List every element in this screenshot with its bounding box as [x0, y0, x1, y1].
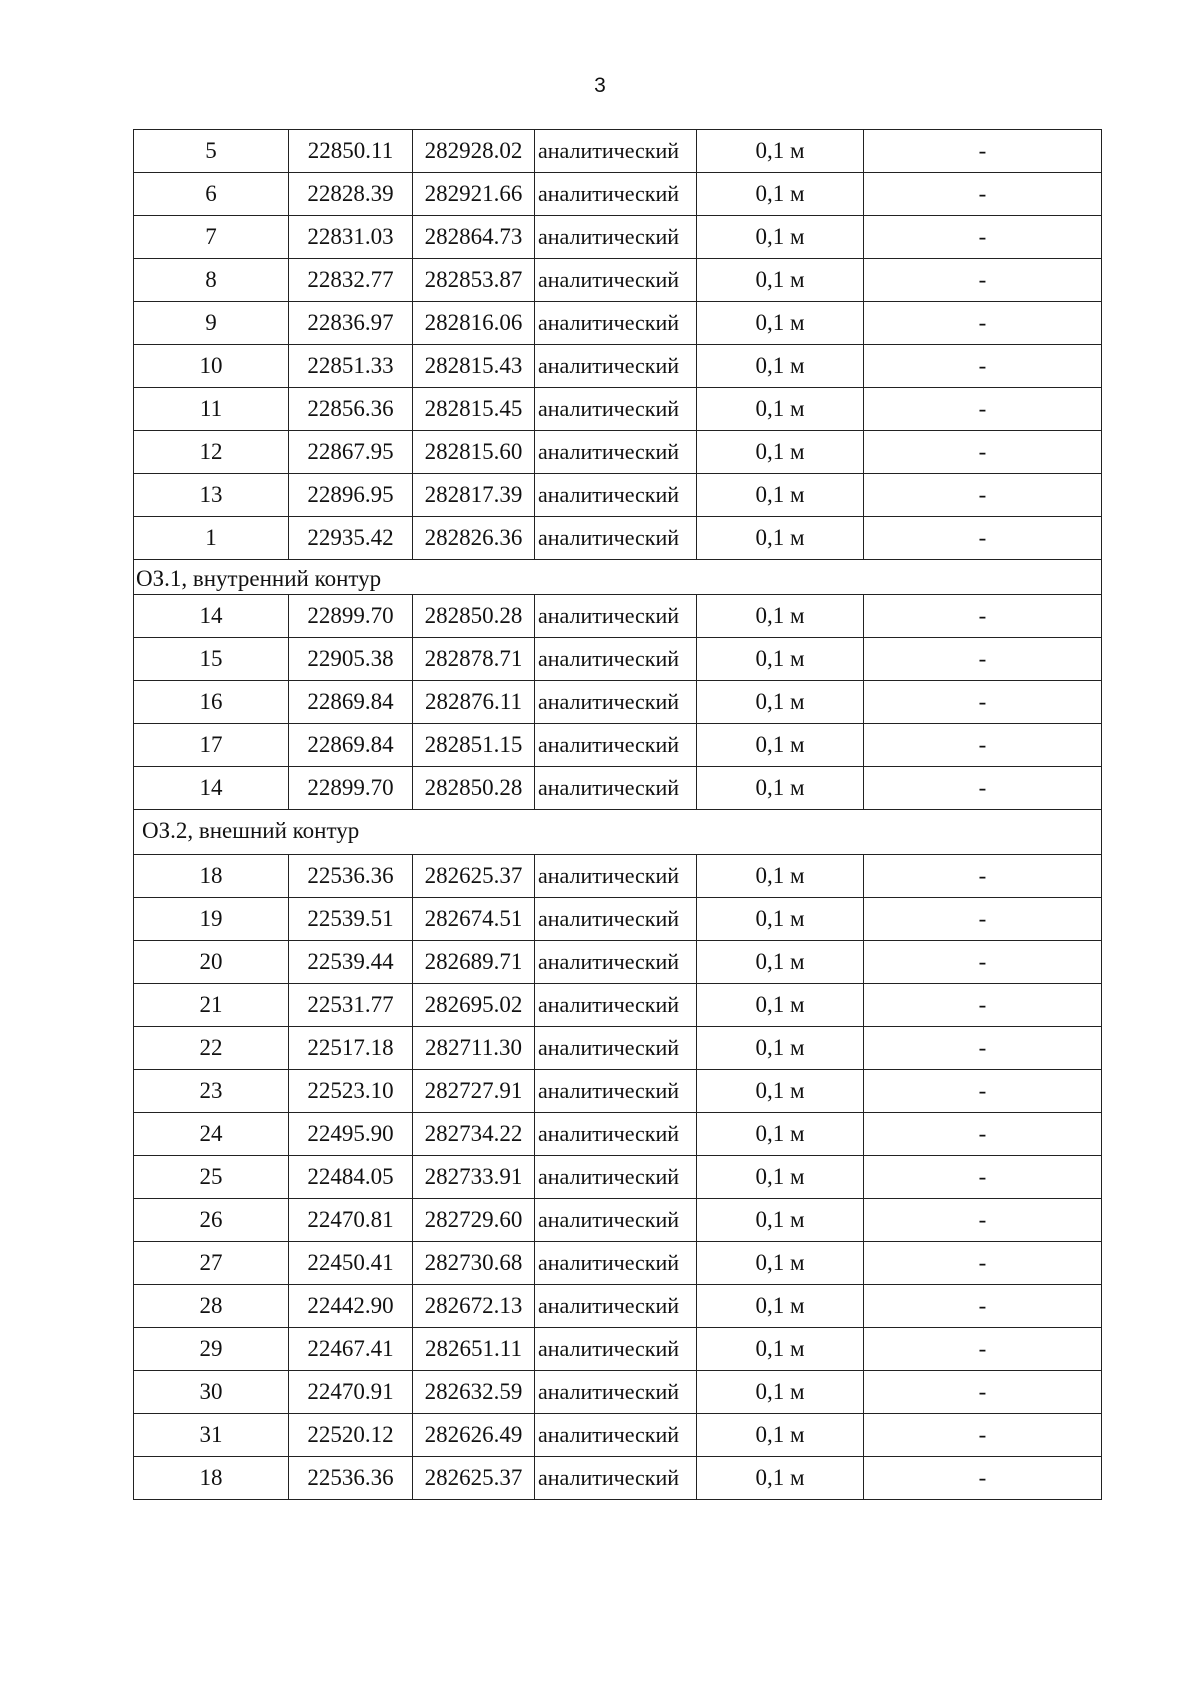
- table-row: [134, 681, 1102, 724]
- y-coordinate-cell: 282826.36: [413, 517, 535, 560]
- x-coordinate-cell: 22899.70: [289, 595, 413, 638]
- method-cell: аналитический: [535, 1156, 697, 1199]
- point-number-cell: 1: [134, 517, 289, 560]
- table-row: [134, 1113, 1102, 1156]
- y-coordinate-cell: 282815.43: [413, 345, 535, 388]
- method-cell: аналитический: [535, 1027, 697, 1070]
- x-coordinate-cell: 22536.36: [289, 855, 413, 898]
- point-number-cell: 29: [134, 1328, 289, 1371]
- method-cell: аналитический: [535, 681, 697, 724]
- x-coordinate-cell: 22867.95: [289, 431, 413, 474]
- point-number-cell: 8: [134, 259, 289, 302]
- method-cell: аналитический: [535, 984, 697, 1027]
- method-cell: аналитический: [535, 130, 697, 173]
- note-cell: -: [864, 130, 1102, 173]
- table-row: [134, 345, 1102, 388]
- accuracy-cell: 0,1 м: [697, 1457, 864, 1500]
- x-coordinate-cell: 22850.11: [289, 130, 413, 173]
- note-cell: -: [864, 681, 1102, 724]
- table-row: [134, 173, 1102, 216]
- note-cell: -: [864, 302, 1102, 345]
- x-coordinate-cell: 22470.81: [289, 1199, 413, 1242]
- x-coordinate-cell: 22869.84: [289, 681, 413, 724]
- table-row: [134, 216, 1102, 259]
- note-cell: -: [864, 767, 1102, 810]
- point-number-cell: 18: [134, 1457, 289, 1500]
- note-cell: -: [864, 1285, 1102, 1328]
- method-cell: аналитический: [535, 517, 697, 560]
- note-cell: -: [864, 1113, 1102, 1156]
- method-cell: аналитический: [535, 1285, 697, 1328]
- accuracy-cell: 0,1 м: [697, 1242, 864, 1285]
- method-cell: аналитический: [535, 898, 697, 941]
- y-coordinate-cell: 282626.49: [413, 1414, 535, 1457]
- accuracy-cell: 0,1 м: [697, 1156, 864, 1199]
- note-cell: -: [864, 1414, 1102, 1457]
- x-coordinate-cell: 22899.70: [289, 767, 413, 810]
- x-coordinate-cell: 22517.18: [289, 1027, 413, 1070]
- accuracy-cell: 0,1 м: [697, 1285, 864, 1328]
- y-coordinate-cell: 282674.51: [413, 898, 535, 941]
- y-coordinate-cell: 282878.71: [413, 638, 535, 681]
- table-row: [134, 1027, 1102, 1070]
- method-cell: аналитический: [535, 1199, 697, 1242]
- accuracy-cell: 0,1 м: [697, 130, 864, 173]
- note-cell: -: [864, 724, 1102, 767]
- point-number-cell: 6: [134, 173, 289, 216]
- point-number-cell: 23: [134, 1070, 289, 1113]
- coordinates-table: [133, 129, 1102, 1500]
- note-cell: -: [864, 1027, 1102, 1070]
- table-row: [134, 638, 1102, 681]
- x-coordinate-cell: 22856.36: [289, 388, 413, 431]
- point-number-cell: 11: [134, 388, 289, 431]
- accuracy-cell: 0,1 м: [697, 517, 864, 560]
- table-row: [134, 1457, 1102, 1500]
- y-coordinate-cell: 282689.71: [413, 941, 535, 984]
- y-coordinate-cell: 282729.60: [413, 1199, 535, 1242]
- point-number-cell: 12: [134, 431, 289, 474]
- x-coordinate-cell: 22484.05: [289, 1156, 413, 1199]
- y-coordinate-cell: 282928.02: [413, 130, 535, 173]
- point-number-cell: 30: [134, 1371, 289, 1414]
- table-row: [134, 941, 1102, 984]
- note-cell: -: [864, 517, 1102, 560]
- accuracy-cell: 0,1 м: [697, 984, 864, 1027]
- coordinates-table-body: [134, 130, 1102, 1500]
- table-row: [134, 595, 1102, 638]
- accuracy-cell: 0,1 м: [697, 1070, 864, 1113]
- note-cell: -: [864, 941, 1102, 984]
- point-number-cell: 31: [134, 1414, 289, 1457]
- table-row: [134, 259, 1102, 302]
- section-header-row: [134, 560, 1102, 595]
- x-coordinate-cell: 22450.41: [289, 1242, 413, 1285]
- table-row: [134, 1070, 1102, 1113]
- y-coordinate-cell: 282625.37: [413, 1457, 535, 1500]
- x-coordinate-cell: 22935.42: [289, 517, 413, 560]
- method-cell: аналитический: [535, 1414, 697, 1457]
- accuracy-cell: 0,1 м: [697, 1328, 864, 1371]
- method-cell: аналитический: [535, 474, 697, 517]
- table-row: [134, 1414, 1102, 1457]
- point-number-cell: 5: [134, 130, 289, 173]
- note-cell: -: [864, 1328, 1102, 1371]
- accuracy-cell: 0,1 м: [697, 345, 864, 388]
- method-cell: аналитический: [535, 431, 697, 474]
- table-row: [134, 898, 1102, 941]
- table-row: [134, 984, 1102, 1027]
- accuracy-cell: 0,1 м: [697, 474, 864, 517]
- note-cell: -: [864, 1242, 1102, 1285]
- method-cell: аналитический: [535, 724, 697, 767]
- note-cell: -: [864, 898, 1102, 941]
- accuracy-cell: 0,1 м: [697, 681, 864, 724]
- method-cell: аналитический: [535, 767, 697, 810]
- method-cell: аналитический: [535, 941, 697, 984]
- point-number-cell: 19: [134, 898, 289, 941]
- y-coordinate-cell: 282651.11: [413, 1328, 535, 1371]
- point-number-cell: 13: [134, 474, 289, 517]
- y-coordinate-cell: 282815.60: [413, 431, 535, 474]
- table-row: [134, 388, 1102, 431]
- y-coordinate-cell: 282921.66: [413, 173, 535, 216]
- point-number-cell: 16: [134, 681, 289, 724]
- accuracy-cell: 0,1 м: [697, 1414, 864, 1457]
- x-coordinate-cell: 22495.90: [289, 1113, 413, 1156]
- x-coordinate-cell: 22832.77: [289, 259, 413, 302]
- x-coordinate-cell: 22905.38: [289, 638, 413, 681]
- y-coordinate-cell: 282816.06: [413, 302, 535, 345]
- y-coordinate-cell: 282876.11: [413, 681, 535, 724]
- method-cell: аналитический: [535, 259, 697, 302]
- point-number-cell: 28: [134, 1285, 289, 1328]
- y-coordinate-cell: 282850.28: [413, 767, 535, 810]
- note-cell: -: [864, 345, 1102, 388]
- table-row: [134, 1242, 1102, 1285]
- accuracy-cell: 0,1 м: [697, 388, 864, 431]
- point-number-cell: 17: [134, 724, 289, 767]
- method-cell: аналитический: [535, 595, 697, 638]
- table-row: [134, 474, 1102, 517]
- x-coordinate-cell: 22828.39: [289, 173, 413, 216]
- note-cell: -: [864, 474, 1102, 517]
- note-cell: -: [864, 1199, 1102, 1242]
- y-coordinate-cell: 282864.73: [413, 216, 535, 259]
- note-cell: -: [864, 1371, 1102, 1414]
- x-coordinate-cell: 22442.90: [289, 1285, 413, 1328]
- x-coordinate-cell: 22470.91: [289, 1371, 413, 1414]
- y-coordinate-cell: 282711.30: [413, 1027, 535, 1070]
- y-coordinate-cell: 282632.59: [413, 1371, 535, 1414]
- table-row: [134, 1156, 1102, 1199]
- note-cell: -: [864, 1156, 1102, 1199]
- note-cell: -: [864, 984, 1102, 1027]
- point-number-cell: 25: [134, 1156, 289, 1199]
- note-cell: -: [864, 1457, 1102, 1500]
- y-coordinate-cell: 282853.87: [413, 259, 535, 302]
- note-cell: -: [864, 216, 1102, 259]
- accuracy-cell: 0,1 м: [697, 302, 864, 345]
- method-cell: аналитический: [535, 855, 697, 898]
- note-cell: -: [864, 259, 1102, 302]
- x-coordinate-cell: 22467.41: [289, 1328, 413, 1371]
- table-row: [134, 130, 1102, 173]
- section-header-row: [134, 810, 1102, 855]
- point-number-cell: 24: [134, 1113, 289, 1156]
- method-cell: аналитический: [535, 1070, 697, 1113]
- table-row: [134, 1371, 1102, 1414]
- method-cell: аналитический: [535, 216, 697, 259]
- y-coordinate-cell: 282851.15: [413, 724, 535, 767]
- accuracy-cell: 0,1 м: [697, 1113, 864, 1156]
- accuracy-cell: 0,1 м: [697, 1027, 864, 1070]
- y-coordinate-cell: 282734.22: [413, 1113, 535, 1156]
- method-cell: аналитический: [535, 1328, 697, 1371]
- method-cell: аналитический: [535, 302, 697, 345]
- method-cell: аналитический: [535, 1242, 697, 1285]
- method-cell: аналитический: [535, 1457, 697, 1500]
- y-coordinate-cell: 282672.13: [413, 1285, 535, 1328]
- y-coordinate-cell: 282695.02: [413, 984, 535, 1027]
- x-coordinate-cell: 22539.51: [289, 898, 413, 941]
- table-row: [134, 517, 1102, 560]
- accuracy-cell: 0,1 м: [697, 595, 864, 638]
- accuracy-cell: 0,1 м: [697, 1371, 864, 1414]
- point-number-cell: 18: [134, 855, 289, 898]
- accuracy-cell: 0,1 м: [697, 259, 864, 302]
- y-coordinate-cell: 282850.28: [413, 595, 535, 638]
- note-cell: -: [864, 1070, 1102, 1113]
- y-coordinate-cell: 282625.37: [413, 855, 535, 898]
- method-cell: аналитический: [535, 1113, 697, 1156]
- x-coordinate-cell: 22831.03: [289, 216, 413, 259]
- x-coordinate-cell: 22531.77: [289, 984, 413, 1027]
- page-number: 3: [594, 74, 606, 97]
- y-coordinate-cell: 282727.91: [413, 1070, 535, 1113]
- table-row: [134, 855, 1102, 898]
- accuracy-cell: 0,1 м: [697, 1199, 864, 1242]
- y-coordinate-cell: 282733.91: [413, 1156, 535, 1199]
- table-row: [134, 767, 1102, 810]
- x-coordinate-cell: 22851.33: [289, 345, 413, 388]
- accuracy-cell: 0,1 м: [697, 767, 864, 810]
- note-cell: -: [864, 431, 1102, 474]
- table-row: [134, 431, 1102, 474]
- point-number-cell: 22: [134, 1027, 289, 1070]
- y-coordinate-cell: 282730.68: [413, 1242, 535, 1285]
- table-row: [134, 1199, 1102, 1242]
- x-coordinate-cell: 22520.12: [289, 1414, 413, 1457]
- x-coordinate-cell: 22869.84: [289, 724, 413, 767]
- point-number-cell: 9: [134, 302, 289, 345]
- accuracy-cell: 0,1 м: [697, 941, 864, 984]
- table-row: [134, 1285, 1102, 1328]
- note-cell: -: [864, 855, 1102, 898]
- method-cell: аналитический: [535, 345, 697, 388]
- note-cell: -: [864, 388, 1102, 431]
- point-number-cell: 7: [134, 216, 289, 259]
- point-number-cell: 21: [134, 984, 289, 1027]
- accuracy-cell: 0,1 м: [697, 898, 864, 941]
- accuracy-cell: 0,1 м: [697, 216, 864, 259]
- point-number-cell: 26: [134, 1199, 289, 1242]
- section-title: ОЗ.1, внутренний контур: [134, 560, 1102, 595]
- method-cell: аналитический: [535, 638, 697, 681]
- note-cell: -: [864, 595, 1102, 638]
- point-number-cell: 15: [134, 638, 289, 681]
- note-cell: -: [864, 173, 1102, 216]
- method-cell: аналитический: [535, 173, 697, 216]
- section-title: ОЗ.2, внешний контур: [134, 810, 1102, 855]
- method-cell: аналитический: [535, 388, 697, 431]
- note-cell: -: [864, 638, 1102, 681]
- table-row: [134, 724, 1102, 767]
- x-coordinate-cell: 22836.97: [289, 302, 413, 345]
- point-number-cell: 10: [134, 345, 289, 388]
- x-coordinate-cell: 22523.10: [289, 1070, 413, 1113]
- point-number-cell: 20: [134, 941, 289, 984]
- accuracy-cell: 0,1 м: [697, 638, 864, 681]
- accuracy-cell: 0,1 м: [697, 431, 864, 474]
- accuracy-cell: 0,1 м: [697, 724, 864, 767]
- point-number-cell: 14: [134, 767, 289, 810]
- x-coordinate-cell: 22539.44: [289, 941, 413, 984]
- table-row: [134, 302, 1102, 345]
- accuracy-cell: 0,1 м: [697, 855, 864, 898]
- y-coordinate-cell: 282815.45: [413, 388, 535, 431]
- x-coordinate-cell: 22896.95: [289, 474, 413, 517]
- x-coordinate-cell: 22536.36: [289, 1457, 413, 1500]
- point-number-cell: 14: [134, 595, 289, 638]
- accuracy-cell: 0,1 м: [697, 173, 864, 216]
- method-cell: аналитический: [535, 1371, 697, 1414]
- y-coordinate-cell: 282817.39: [413, 474, 535, 517]
- point-number-cell: 27: [134, 1242, 289, 1285]
- table-row: [134, 1328, 1102, 1371]
